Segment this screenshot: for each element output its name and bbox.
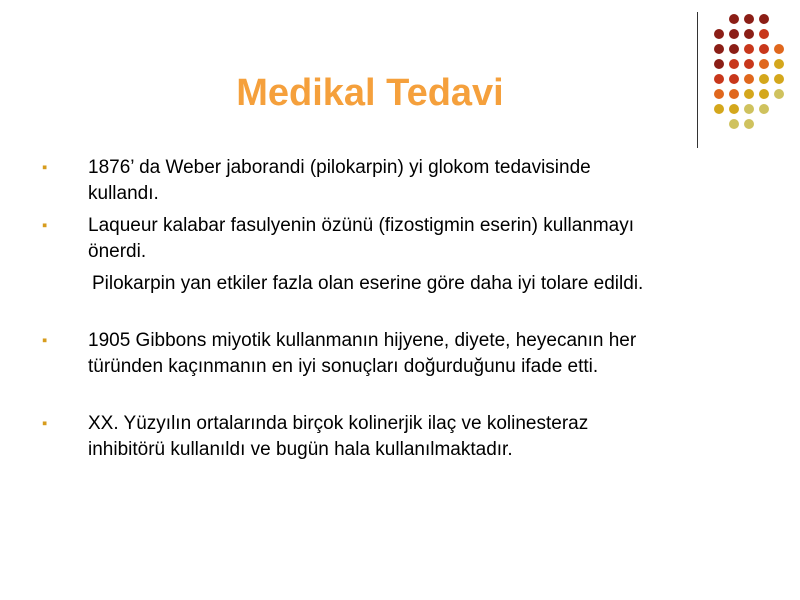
decorative-dot <box>714 44 724 54</box>
slide-bullet-item <box>42 411 742 463</box>
decorative-dot <box>759 29 769 39</box>
slide-bullet-item <box>42 271 742 297</box>
decorative-dot <box>729 89 739 99</box>
decorative-dot <box>744 59 754 69</box>
bullet-square-icon: ▪ <box>42 217 48 234</box>
decorative-dot <box>744 44 754 54</box>
decorative-dot-grid <box>0 0 800 140</box>
spacer <box>42 297 742 328</box>
bullet-text-line: 1876’ da Weber jaborandi (pilokarpin) yi glokom tedavisinde <box>88 157 591 178</box>
bullet-text-line: inhibitörü kullanıldı ve bugün hala kullanılmaktadır. <box>88 439 513 460</box>
decorative-dot <box>759 44 769 54</box>
divider-line <box>697 12 698 148</box>
bullet-text-line: XX. Yüzyılın ortalarında birçok kolinerjik ilaç ve kolinesteraz <box>88 413 589 434</box>
decorative-dot <box>729 14 739 24</box>
decorative-dot <box>729 74 739 84</box>
decorative-dot <box>744 104 754 114</box>
bullet-text-line: Laqueur kalabar fasulyenin özünü (fizostigmin eserin) kullanmayı <box>88 215 635 236</box>
slide-bullet-item <box>42 213 742 265</box>
decorative-dot <box>714 29 724 39</box>
slide-title: Medikal Tedavi <box>236 72 504 114</box>
decorative-dot <box>759 104 769 114</box>
decorative-dot <box>744 119 754 129</box>
decorative-dot <box>714 89 724 99</box>
decorative-dot <box>744 89 754 99</box>
decorative-dot <box>774 44 784 54</box>
bullet-square-icon: ▪ <box>42 332 48 349</box>
decorative-dot <box>774 89 784 99</box>
decorative-dot <box>744 74 754 84</box>
spacer <box>42 380 742 411</box>
decorative-dot <box>759 89 769 99</box>
bullet-text-line: 1905 Gibbons miyotik kullanmanın hijyene, diyete, heyecanın her <box>88 330 637 351</box>
decorative-dot <box>774 59 784 69</box>
slide-body <box>42 155 742 463</box>
decorative-dot <box>729 44 739 54</box>
decorative-dot <box>774 74 784 84</box>
bullet-text-line: Pilokarpin yan etkiler fazla olan eserine göre daha iyi tolare edildi. <box>92 273 644 294</box>
bullet-text-line: önerdi. <box>88 241 147 262</box>
bullet-square-icon: ▪ <box>42 159 48 176</box>
decorative-dot <box>744 29 754 39</box>
decorative-dot <box>729 104 739 114</box>
slide-bullet-item <box>42 155 742 207</box>
decorative-dot <box>729 59 739 69</box>
decorative-dot <box>714 74 724 84</box>
decorative-dot <box>744 14 754 24</box>
bullet-square-icon: ▪ <box>42 415 48 432</box>
slide-bullet-item <box>42 328 742 380</box>
decorative-dot <box>759 59 769 69</box>
bullet-text-line: kullandı. <box>88 183 159 204</box>
bullet-text-line: türünden kaçınmanın en iyi sonuçları doğurduğunu ifade etti. <box>88 356 599 377</box>
decorative-dot <box>729 29 739 39</box>
decorative-dot <box>729 119 739 129</box>
decorative-dot <box>714 104 724 114</box>
decorative-dot <box>759 14 769 24</box>
decorative-dot <box>714 59 724 69</box>
decorative-dot <box>759 74 769 84</box>
